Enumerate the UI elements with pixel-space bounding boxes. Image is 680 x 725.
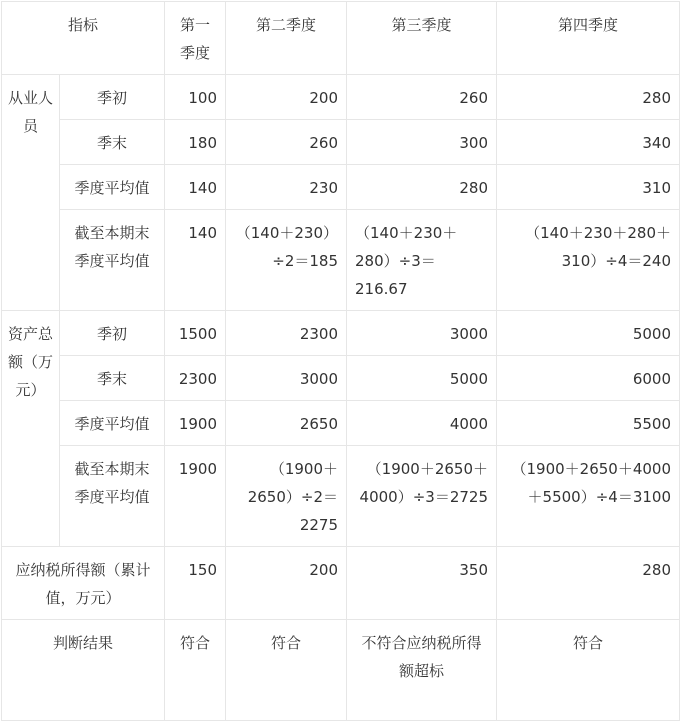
cell-q2: （140＋230）÷2＝185 — [226, 210, 347, 311]
assets-group-label: 资产总额（万元） — [2, 311, 60, 547]
table-row — [2, 75, 680, 120]
cell-q4: 280 — [497, 547, 680, 620]
cell-q3: 4000 — [347, 401, 497, 446]
taxable-income-label: 应纳税所得额（累计值，万元） — [2, 547, 165, 620]
header-q4: 第四季度 — [497, 2, 680, 75]
cell-q1: 180 — [165, 120, 226, 165]
cell-q2: 2650 — [226, 401, 347, 446]
header-q3: 第三季度 — [347, 2, 497, 75]
cell-q4: 6000 — [497, 356, 680, 401]
quarterly-indicator-table — [1, 1, 680, 721]
row-label: 截至本期末季度平均值 — [60, 446, 165, 547]
cell-q1: 1900 — [165, 446, 226, 547]
cell-q4: 符合 — [497, 620, 680, 721]
table-row — [2, 120, 680, 165]
table-row — [2, 620, 680, 721]
judgement-label: 判断结果 — [2, 620, 165, 721]
row-label: 季初 — [60, 75, 165, 120]
table-row — [2, 165, 680, 210]
cell-q2: 260 — [226, 120, 347, 165]
cell-q3: 3000 — [347, 311, 497, 356]
cell-q4: （140＋230＋280＋310）÷4＝240 — [497, 210, 680, 311]
header-row — [2, 2, 680, 75]
row-label: 季末 — [60, 356, 165, 401]
cell-q4: 5500 — [497, 401, 680, 446]
row-label: 季初 — [60, 311, 165, 356]
cell-q3: 5000 — [347, 356, 497, 401]
cell-q1: 140 — [165, 165, 226, 210]
row-label: 季末 — [60, 120, 165, 165]
table-row — [2, 547, 680, 620]
cell-q4: 310 — [497, 165, 680, 210]
employees-group-label: 从业人员 — [2, 75, 60, 311]
cell-q1: 1500 — [165, 311, 226, 356]
table-row — [2, 446, 680, 547]
table-row — [2, 401, 680, 446]
cell-q2: （1900＋2650）÷2＝2275 — [226, 446, 347, 547]
cell-q1: 1900 — [165, 401, 226, 446]
cell-q4: 280 — [497, 75, 680, 120]
cell-q2: 200 — [226, 75, 347, 120]
cell-q2: 3000 — [226, 356, 347, 401]
cell-q3: 280 — [347, 165, 497, 210]
table-row — [2, 356, 680, 401]
table-row — [2, 210, 680, 311]
row-label: 季度平均值 — [60, 401, 165, 446]
cell-q1: 符合 — [165, 620, 226, 721]
row-label: 季度平均值 — [60, 165, 165, 210]
cell-q1: 140 — [165, 210, 226, 311]
row-label: 截至本期末季度平均值 — [60, 210, 165, 311]
cell-q3: 300 — [347, 120, 497, 165]
cell-q3: 260 — [347, 75, 497, 120]
cell-q3: 不符合应纳税所得额超标 — [347, 620, 497, 721]
cell-q1: 100 — [165, 75, 226, 120]
cell-q1: 150 — [165, 547, 226, 620]
cell-q4: （1900＋2650＋4000＋5500）÷4＝3100 — [497, 446, 680, 547]
table-row — [2, 311, 680, 356]
cell-q2: 2300 — [226, 311, 347, 356]
cell-q2: 230 — [226, 165, 347, 210]
header-indicator: 指标 — [2, 2, 165, 75]
cell-q3: 350 — [347, 547, 497, 620]
cell-q1: 2300 — [165, 356, 226, 401]
cell-q4: 340 — [497, 120, 680, 165]
cell-q3: （140＋230＋280）÷3＝216.67 — [347, 210, 497, 311]
header-q1: 第一季度 — [165, 2, 226, 75]
cell-q3: （1900＋2650＋4000）÷3＝2725 — [347, 446, 497, 547]
cell-q2: 200 — [226, 547, 347, 620]
header-q2: 第二季度 — [226, 2, 347, 75]
cell-q2: 符合 — [226, 620, 347, 721]
cell-q4: 5000 — [497, 311, 680, 356]
